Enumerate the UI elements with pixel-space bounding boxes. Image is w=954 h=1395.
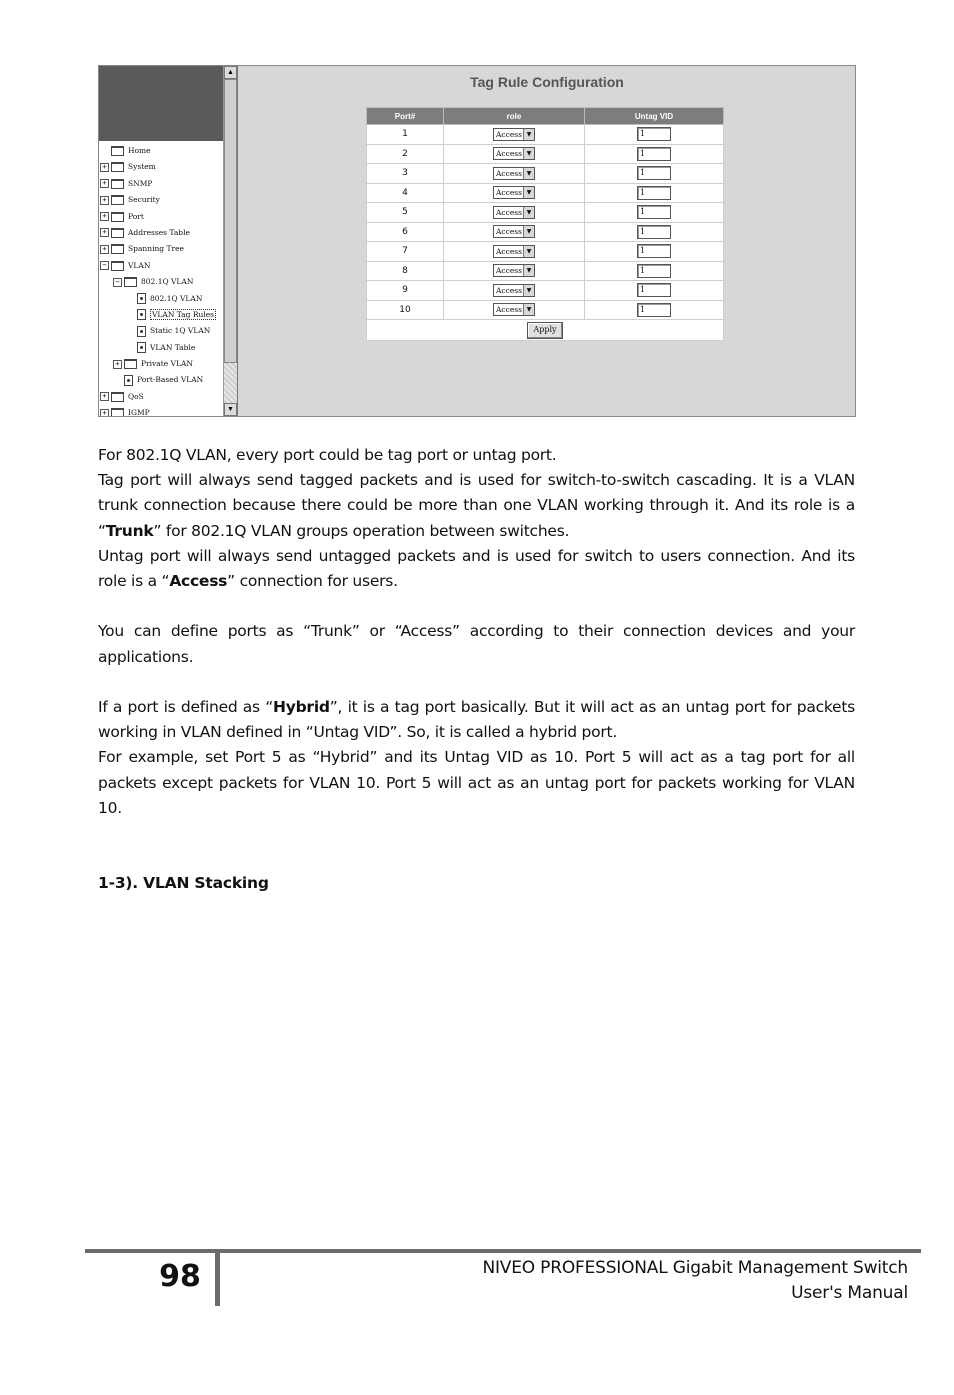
tree-item[interactable] xyxy=(99,323,221,339)
table-row xyxy=(367,222,724,242)
untag-vid-input[interactable]: 1 xyxy=(637,147,671,161)
role-select[interactable] xyxy=(493,303,535,316)
navigation-tree xyxy=(99,143,221,416)
apply-button[interactable]: Apply xyxy=(527,322,562,339)
chevron-down-icon[interactable]: ▼ xyxy=(523,129,534,140)
tree-item-label: Port xyxy=(128,211,144,221)
port-cell: 4 xyxy=(367,183,444,203)
table-header-row xyxy=(367,108,724,125)
page-icon xyxy=(137,326,146,337)
column-header-untag-vid: Untag VID xyxy=(585,108,724,125)
table-row xyxy=(367,125,724,145)
folder-icon xyxy=(111,261,124,271)
role-select-value: Access xyxy=(496,129,522,139)
port-cell: 9 xyxy=(367,281,444,301)
vid-cell xyxy=(585,281,724,301)
chevron-down-icon[interactable]: ▼ xyxy=(523,265,534,276)
role-select-value: Access xyxy=(496,207,522,217)
tree-item-label: Security xyxy=(128,195,160,205)
untag-vid-input[interactable]: 1 xyxy=(637,225,671,239)
vid-cell xyxy=(585,144,724,164)
folder-icon xyxy=(111,408,124,416)
tree-item-label: 802.1Q VLAN xyxy=(150,293,203,303)
role-select[interactable] xyxy=(493,128,535,141)
untag-vid-input[interactable]: 1 xyxy=(637,166,671,180)
apply-cell xyxy=(367,320,724,341)
untag-vid-input[interactable]: 1 xyxy=(637,186,671,200)
tree-item[interactable] xyxy=(99,356,221,372)
body-paragraph xyxy=(98,695,855,745)
expand-icon[interactable]: + xyxy=(100,392,109,401)
expand-icon[interactable]: + xyxy=(100,212,109,221)
text-run: Tag port will always send tagged packets and is used for switch-to-switch cascading. It is a VLAN trunk connection because there could be more than one VLAN working through it. And its role is a “ xyxy=(98,471,855,540)
tree-item[interactable] xyxy=(99,225,221,241)
role-select[interactable] xyxy=(493,284,535,297)
role-select-value: Access xyxy=(496,305,522,315)
role-select[interactable] xyxy=(493,167,535,180)
body-paragraph xyxy=(98,468,855,544)
role-cell xyxy=(444,203,585,223)
expand-icon[interactable]: + xyxy=(100,179,109,188)
role-select-value: Access xyxy=(496,285,522,295)
role-cell xyxy=(444,222,585,242)
tree-item[interactable] xyxy=(99,307,221,323)
page-icon xyxy=(137,342,146,353)
tree-item-label: Port-Based VLAN xyxy=(137,375,204,385)
tree-item[interactable] xyxy=(99,405,221,416)
footer-line-2: User's Manual xyxy=(791,1283,908,1303)
table-row xyxy=(367,183,724,203)
untag-vid-input[interactable]: 1 xyxy=(637,127,671,141)
role-select[interactable] xyxy=(493,206,535,219)
tree-item-label: QoS xyxy=(128,391,144,401)
tree-item-label: Private VLAN xyxy=(141,359,193,369)
role-cell xyxy=(444,125,585,145)
column-header-port: Port# xyxy=(367,108,444,125)
body-paragraph xyxy=(98,544,855,594)
port-cell: 2 xyxy=(367,144,444,164)
section-heading: 1-3). VLAN Stacking xyxy=(98,874,269,892)
footer-title xyxy=(482,1256,908,1306)
text-run: ”, it is a tag port basically. But it will act as an untag port for packets working in VLAN defined in “Untag VID”. So, it is called a hybrid port. xyxy=(98,698,855,742)
tree-item-label: VLAN Table xyxy=(150,342,196,352)
footer-line-1: NIVEO PROFESSIONAL Gigabit Management Switch xyxy=(482,1258,908,1278)
footer-divider xyxy=(215,1253,220,1306)
tree-item-label: Spanning Tree xyxy=(128,244,184,254)
folder-icon xyxy=(111,179,124,189)
tag-rule-table xyxy=(366,107,724,341)
role-cell xyxy=(444,144,585,164)
tree-item-label: Static 1Q VLAN xyxy=(150,326,211,336)
tree-item-label: SNMP xyxy=(128,178,153,188)
chevron-down-icon[interactable]: ▼ xyxy=(523,207,534,218)
tree-item[interactable] xyxy=(99,389,221,405)
role-select-value: Access xyxy=(496,188,522,198)
folder-icon xyxy=(111,146,124,156)
folder-icon xyxy=(111,195,124,205)
tree-item-label: VLAN xyxy=(128,260,151,270)
tree-item[interactable] xyxy=(99,372,221,388)
body-paragraph xyxy=(98,619,855,669)
vid-cell xyxy=(585,203,724,223)
table-row xyxy=(367,144,724,164)
collapse-icon[interactable]: − xyxy=(113,278,122,287)
folder-icon xyxy=(111,228,124,238)
port-cell: 6 xyxy=(367,222,444,242)
table-row xyxy=(367,261,724,281)
tree-banner xyxy=(99,66,223,141)
navigation-tree-pane xyxy=(99,66,238,416)
role-select-value: Access xyxy=(496,168,522,178)
port-cell: 8 xyxy=(367,261,444,281)
tree-item[interactable] xyxy=(99,241,221,257)
tree-item[interactable] xyxy=(99,340,221,356)
port-cell: 3 xyxy=(367,164,444,184)
tree-item-label: Addresses Table xyxy=(128,227,190,237)
role-cell xyxy=(444,183,585,203)
vid-cell xyxy=(585,222,724,242)
role-select[interactable] xyxy=(493,186,535,199)
expand-icon[interactable]: + xyxy=(100,196,109,205)
tree-item[interactable] xyxy=(99,192,221,208)
page-icon xyxy=(137,309,146,320)
untag-vid-input[interactable]: 1 xyxy=(637,283,671,297)
table-row xyxy=(367,164,724,184)
vid-cell xyxy=(585,242,724,262)
expand-icon[interactable]: + xyxy=(100,245,109,254)
tree-item[interactable] xyxy=(99,258,221,274)
emphasis-term: Access xyxy=(169,572,228,591)
expand-icon[interactable]: + xyxy=(100,228,109,237)
text-run: Untag port will always send untagged packets and is used for switch to users connection. And its role is a “ xyxy=(98,546,855,591)
text-run: For example, set Port 5 as “Hybrid” and its Untag VID as 10. Port 5 will act as a tag port for all packets except packets for VLAN 10. Port 5 will act as an untag port for packets working for VLAN 10. xyxy=(98,748,855,817)
text-run: If a port is defined as “ xyxy=(98,698,274,716)
role-cell xyxy=(444,300,585,320)
page-icon xyxy=(137,293,146,304)
tree-item[interactable] xyxy=(99,274,221,290)
table-row xyxy=(367,300,724,320)
role-cell xyxy=(444,242,585,262)
chevron-down-icon[interactable]: ▼ xyxy=(523,226,534,237)
text-run: For 802.1Q VLAN, every port could be tag port or untag port. xyxy=(98,446,557,464)
expand-icon[interactable]: + xyxy=(113,360,122,369)
tree-item[interactable] xyxy=(99,176,221,192)
tree-item[interactable] xyxy=(99,159,221,175)
tree-item[interactable] xyxy=(99,143,221,159)
folder-icon xyxy=(111,162,124,172)
content-pane xyxy=(239,66,855,416)
body-paragraph xyxy=(98,443,855,468)
vid-cell xyxy=(585,164,724,184)
tree-scrollbar[interactable] xyxy=(223,66,237,416)
role-select-value: Access xyxy=(496,227,522,237)
chevron-down-icon[interactable]: ▼ xyxy=(523,304,534,315)
folder-icon xyxy=(124,277,137,287)
table-row xyxy=(367,203,724,223)
scroll-thumb[interactable] xyxy=(224,79,237,363)
vid-cell xyxy=(585,183,724,203)
role-cell xyxy=(444,261,585,281)
chevron-down-icon[interactable]: ▼ xyxy=(523,168,534,179)
emphasis-term: Hybrid xyxy=(273,698,330,716)
vid-cell xyxy=(585,125,724,145)
tree-item-label: 802.1Q VLAN xyxy=(141,277,194,287)
text-run: ” for 802.1Q VLAN groups operation between switches. xyxy=(153,521,570,540)
role-select[interactable] xyxy=(493,245,535,258)
table-row xyxy=(367,281,724,301)
folder-icon xyxy=(124,359,137,369)
role-cell xyxy=(444,281,585,301)
collapse-icon[interactable]: − xyxy=(100,261,109,270)
port-cell: 10 xyxy=(367,300,444,320)
role-select[interactable] xyxy=(493,147,535,160)
page-icon xyxy=(124,375,133,386)
chevron-down-icon[interactable]: ▼ xyxy=(523,187,534,198)
tree-item[interactable] xyxy=(99,209,221,225)
page-number: 98 xyxy=(159,1259,201,1294)
text-run: You can define ports as “Trunk” or “Access” according to their connection devices and your applications. xyxy=(98,622,855,666)
port-cell: 1 xyxy=(367,125,444,145)
folder-icon xyxy=(111,212,124,222)
role-select-value: Access xyxy=(496,246,522,256)
vid-cell xyxy=(585,300,724,320)
chevron-down-icon[interactable]: ▼ xyxy=(523,246,534,257)
emphasis-term: Trunk xyxy=(105,521,154,540)
port-cell: 5 xyxy=(367,203,444,223)
chevron-down-icon[interactable]: ▼ xyxy=(523,285,534,296)
role-select-value: Access xyxy=(496,266,522,276)
tree-item-label: IGMP xyxy=(128,408,150,416)
untag-vid-input[interactable]: 1 xyxy=(637,205,671,219)
untag-vid-input[interactable]: 1 xyxy=(637,244,671,258)
column-header-role: role xyxy=(444,108,585,125)
vid-cell xyxy=(585,261,724,281)
table-row xyxy=(367,242,724,262)
role-select[interactable] xyxy=(493,264,535,277)
apply-row xyxy=(367,320,724,341)
tree-item-label: Home xyxy=(128,146,151,155)
role-cell xyxy=(444,164,585,184)
folder-icon xyxy=(111,392,124,402)
untag-vid-input[interactable]: 1 xyxy=(637,264,671,278)
ui-screenshot xyxy=(98,65,856,417)
port-cell: 7 xyxy=(367,242,444,262)
expand-icon[interactable]: + xyxy=(100,163,109,172)
role-select-value: Access xyxy=(496,149,522,159)
text-run: ” connection for users. xyxy=(227,572,398,591)
tree-item-label: System xyxy=(128,162,156,172)
config-title: Tag Rule Configuration xyxy=(470,74,624,90)
role-select[interactable] xyxy=(493,225,535,238)
body-paragraph xyxy=(98,745,855,821)
tree-item[interactable] xyxy=(99,291,221,307)
chevron-down-icon[interactable]: ▼ xyxy=(523,148,534,159)
untag-vid-input[interactable]: 1 xyxy=(637,303,671,317)
body-text xyxy=(98,443,855,821)
scroll-up-arrow-icon[interactable]: ▲ xyxy=(224,66,237,79)
footer-rule xyxy=(85,1249,921,1253)
scroll-down-arrow-icon[interactable]: ▼ xyxy=(224,403,237,416)
expand-icon[interactable]: + xyxy=(100,409,109,416)
tree-item-label: VLAN Tag Rules xyxy=(152,309,214,319)
folder-icon xyxy=(111,244,124,254)
